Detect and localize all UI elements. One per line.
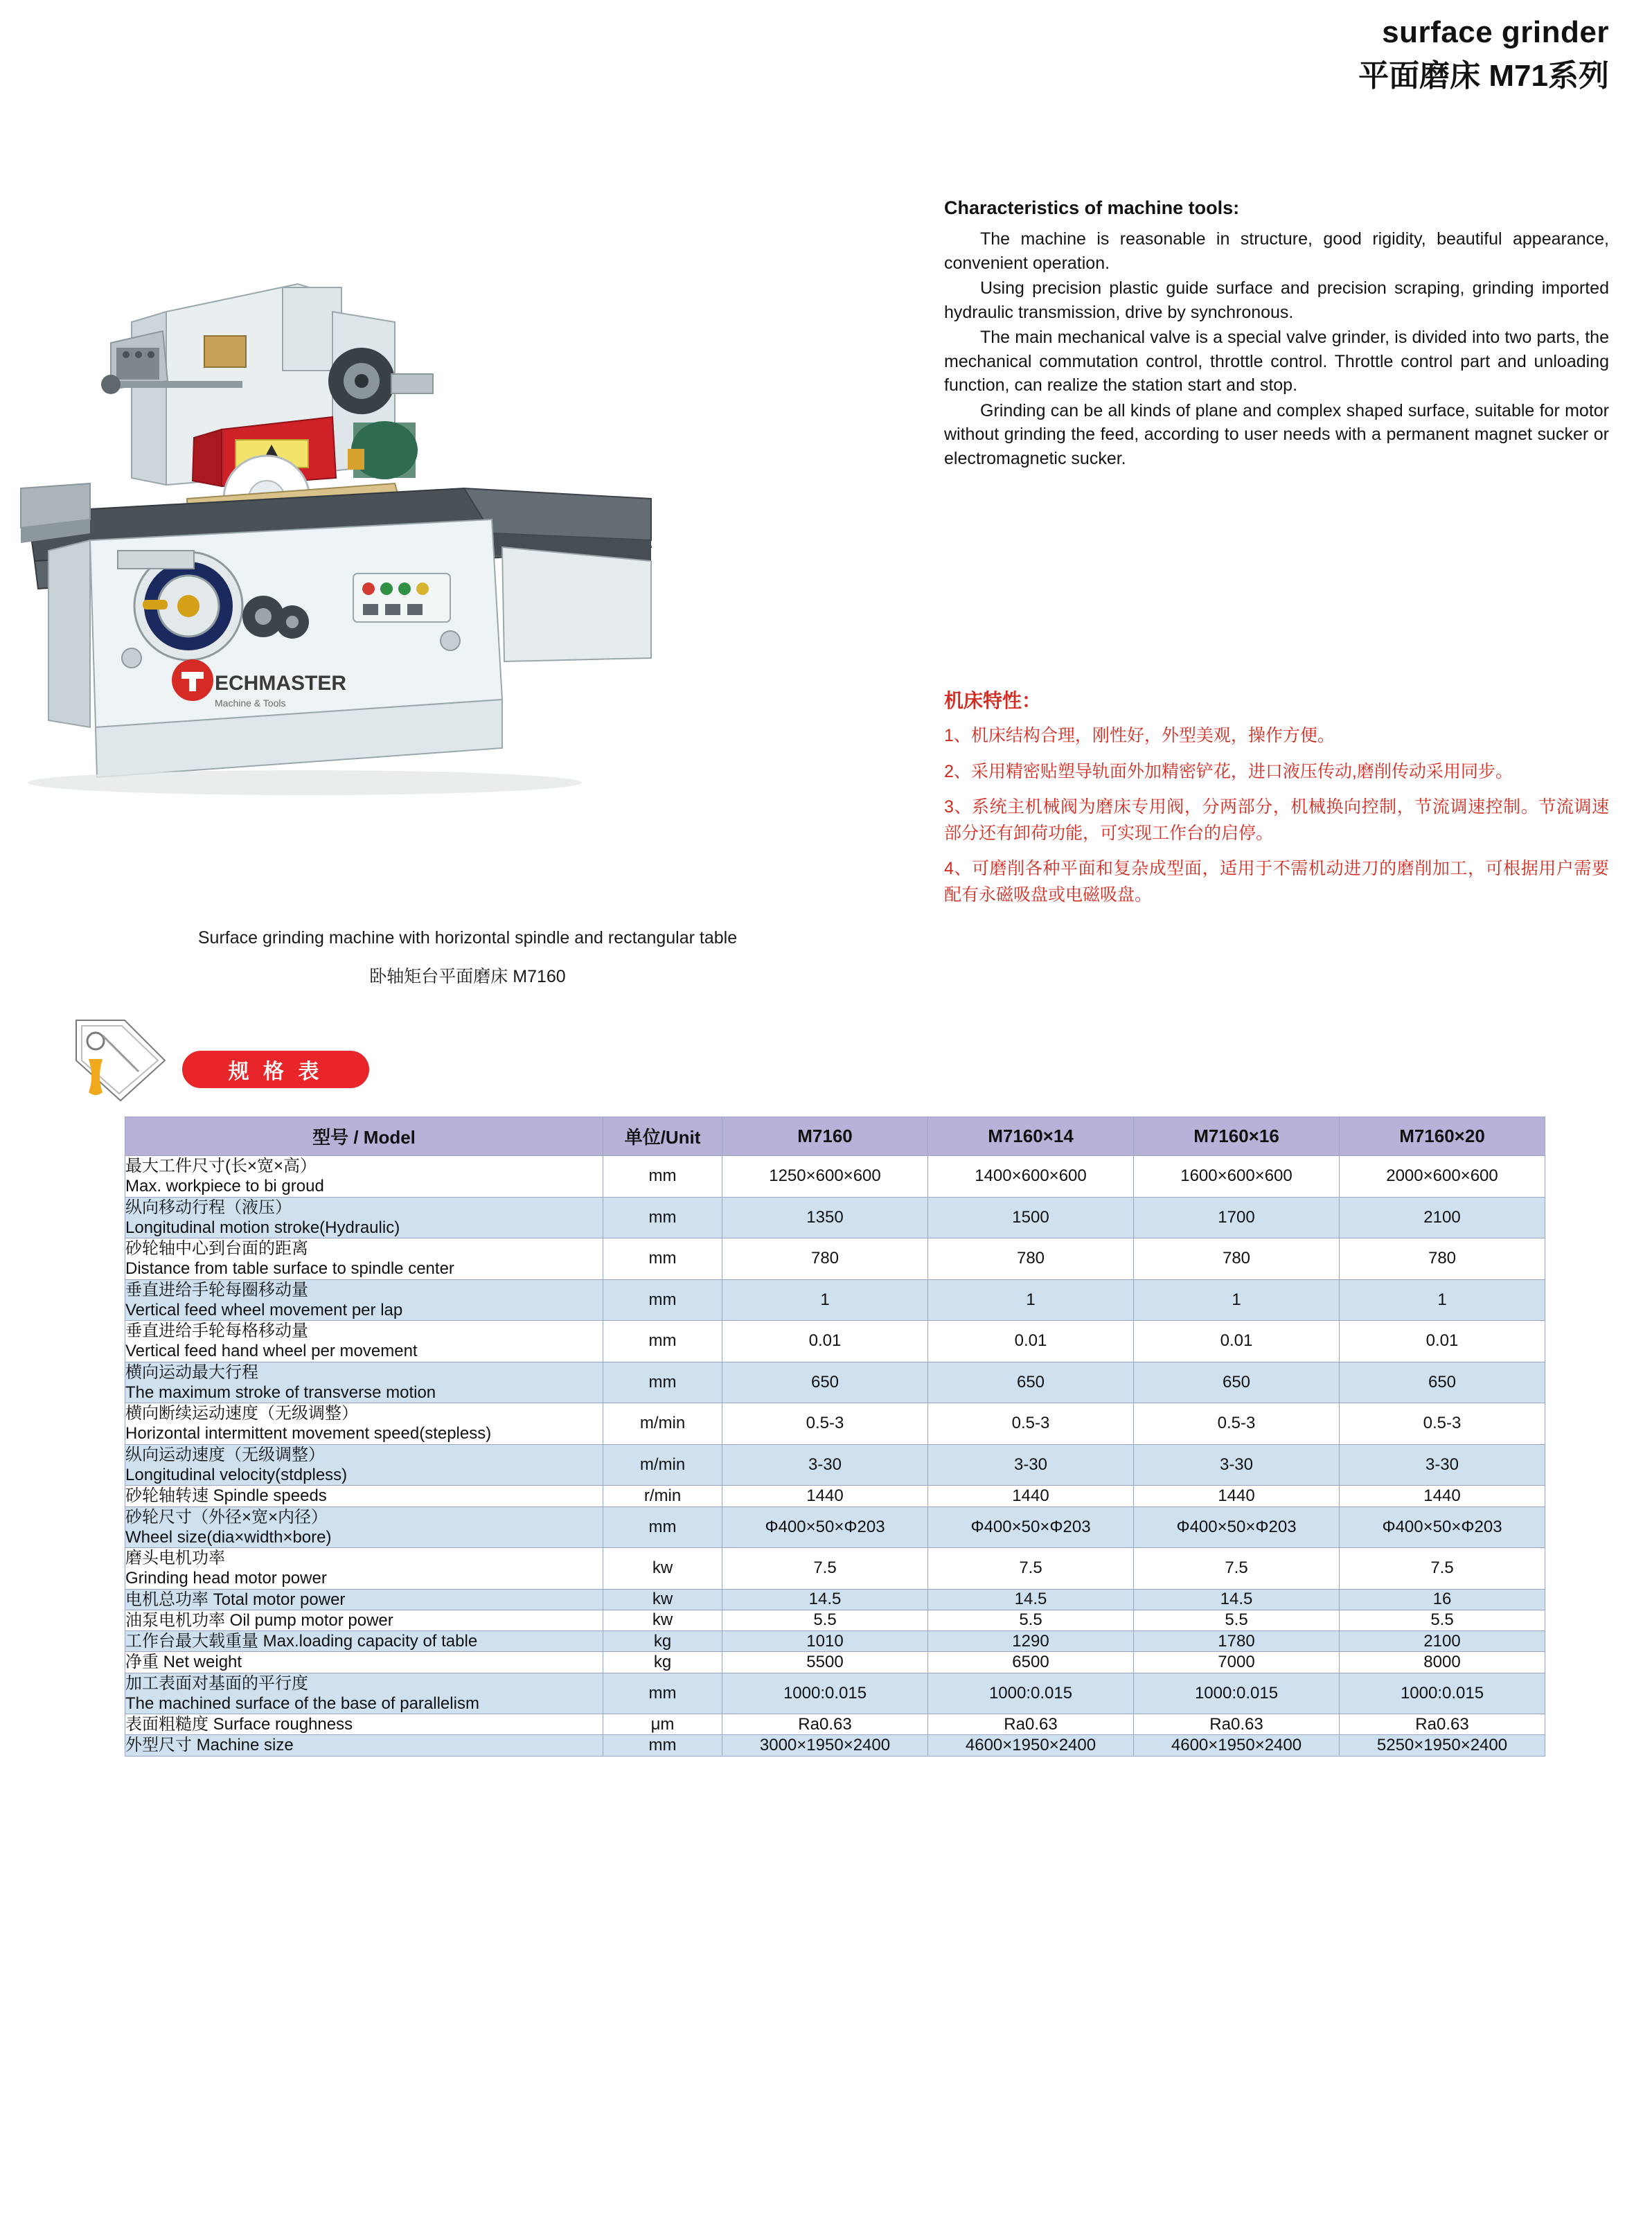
table-row <box>125 1548 1545 1590</box>
row-label: 净重 Net weight <box>125 1652 603 1673</box>
characteristics-title: Characteristics of machine tools: <box>944 197 1240 218</box>
characteristics-cn-item: 1、机床结构合理，刚性好，外型美观，操作方便。 <box>944 726 1335 745</box>
row-value: 650 <box>1134 1362 1340 1403</box>
row-value: 0.01 <box>928 1321 1134 1362</box>
row-unit: μm <box>603 1714 722 1735</box>
row-value: 4600×1950×2400 <box>1134 1735 1340 1756</box>
table-row <box>125 1589 1545 1610</box>
row-unit: kw <box>603 1548 722 1590</box>
machine-photo <box>7 173 928 887</box>
row-unit: kw <box>603 1589 722 1610</box>
th-unit: 单位/Unit <box>603 1117 722 1156</box>
row-value: 14.5 <box>928 1589 1134 1610</box>
page-title-en: surface grinder <box>1382 15 1609 49</box>
spec-table-container <box>125 1117 1545 1757</box>
th-m7160x16: M7160×16 <box>1134 1117 1340 1156</box>
row-value: 2100 <box>1340 1197 1545 1238</box>
table-row <box>125 1362 1545 1403</box>
row-value: 1000:0.015 <box>722 1673 928 1714</box>
row-value: 16 <box>1340 1589 1545 1610</box>
row-value: 3-30 <box>1134 1444 1340 1486</box>
row-label: 外型尺寸 Machine size <box>125 1735 603 1756</box>
row-unit: m/min <box>603 1444 722 1486</box>
th-m7160x20: M7160×20 <box>1340 1117 1545 1156</box>
row-value: 0.01 <box>722 1321 928 1362</box>
table-row <box>125 1321 1545 1362</box>
row-value: 5.5 <box>722 1610 928 1630</box>
row-value: 2000×600×600 <box>1340 1156 1545 1198</box>
row-value: 1 <box>1340 1279 1545 1321</box>
row-value: 1 <box>928 1279 1134 1321</box>
table-row <box>125 1156 1545 1198</box>
svg-text:ECHMASTER: ECHMASTER <box>215 672 347 695</box>
th-m7160x14: M7160×14 <box>928 1117 1134 1156</box>
row-label: 磨头电机功率 Grinding head motor power <box>125 1548 603 1590</box>
table-row <box>125 1403 1545 1445</box>
row-value: 3-30 <box>928 1444 1134 1486</box>
photo-caption-cn: 卧轴矩台平面磨床 M7160 <box>369 967 566 986</box>
row-label: 砂轮轴中心到台面的距离 Distance from table surface to spindle center <box>125 1238 603 1280</box>
row-value: 1440 <box>928 1486 1134 1506</box>
table-row <box>125 1238 1545 1280</box>
row-value: 5.5 <box>1134 1610 1340 1630</box>
row-label: 横向运动最大行程 The maximum stroke of transverse motion <box>125 1362 603 1403</box>
row-label: 砂轮轴转速 Spindle speeds <box>125 1486 603 1506</box>
row-value: 7.5 <box>928 1548 1134 1590</box>
table-row <box>125 1486 1545 1506</box>
page-header <box>0 0 1652 96</box>
table-body <box>125 1156 1545 1757</box>
row-unit: mm <box>603 1156 722 1198</box>
characteristics-cn-item: 4、可磨削各种平面和复杂成型面，适用于不需机动进刀的磨削加工，可根据用户需要配有永磁吸盘或电磁吸盘。 <box>944 859 1609 905</box>
th-m7160: M7160 <box>722 1117 928 1156</box>
row-value: 780 <box>722 1238 928 1280</box>
row-value: 14.5 <box>1134 1589 1340 1610</box>
machine-photo-block <box>7 173 928 986</box>
row-label: 纵向移动行程（液压） Longitudinal motion stroke(Hydraulic) <box>125 1197 603 1238</box>
table-row <box>125 1673 1545 1714</box>
table-row <box>125 1444 1545 1486</box>
characteristics-paragraph: The main mechanical valve is a special valve grinder, is divided into two parts, the mechanical commutation control, throttle control. Throttle control part and unloading function, can realize the station start and stop. <box>944 328 1609 395</box>
row-value: 650 <box>928 1362 1134 1403</box>
spec-table <box>125 1117 1545 1757</box>
row-value: 1000:0.015 <box>928 1673 1134 1714</box>
photo-caption-en: Surface grinding machine with horizontal spindle and rectangular table <box>197 928 738 948</box>
row-value: 14.5 <box>722 1589 928 1610</box>
row-value: 1700 <box>1134 1197 1340 1238</box>
row-unit: mm <box>603 1238 722 1280</box>
row-value: Ra0.63 <box>1340 1714 1545 1735</box>
table-row <box>125 1652 1545 1673</box>
row-value: 1600×600×600 <box>1134 1156 1340 1198</box>
row-value: 5500 <box>722 1652 928 1673</box>
row-label: 垂直进给手轮每圈移动量 Vertical feed wheel movement per lap <box>125 1279 603 1321</box>
row-value: 1250×600×600 <box>722 1156 928 1198</box>
characteristics-cn-item: 2、采用精密贴塑导轨面外加精密铲花，进口液压传动,磨削传动采用同步。 <box>944 761 1513 781</box>
table-row <box>125 1610 1545 1630</box>
characteristics-paragraph: Using precision plastic guide surface and precision scraping, grinding imported hydraulic transmission, drive by synchronous. <box>944 278 1609 322</box>
row-value: 6500 <box>928 1652 1134 1673</box>
row-unit: mm <box>603 1506 722 1548</box>
row-value: 5250×1950×2400 <box>1340 1735 1545 1756</box>
row-value: 1440 <box>722 1486 928 1506</box>
row-unit: mm <box>603 1362 722 1403</box>
table-row <box>125 1714 1545 1735</box>
row-value: Ra0.63 <box>722 1714 928 1735</box>
row-value: 1290 <box>928 1631 1134 1652</box>
spec-section-header <box>61 1015 546 1108</box>
tag-icon <box>61 1015 186 1108</box>
row-value: 3-30 <box>722 1444 928 1486</box>
row-value: 7.5 <box>1134 1548 1340 1590</box>
row-value: 780 <box>1340 1238 1545 1280</box>
characteristics-cn-block <box>944 686 1609 918</box>
row-value: 3000×1950×2400 <box>722 1735 928 1756</box>
spec-table-badge: 规 格 表 <box>182 1051 369 1088</box>
row-unit: r/min <box>603 1486 722 1506</box>
row-value: 0.5-3 <box>928 1403 1134 1445</box>
row-value: 7.5 <box>722 1548 928 1590</box>
row-value: 1010 <box>722 1631 928 1652</box>
row-value: 1440 <box>1134 1486 1340 1506</box>
row-value: 0.5-3 <box>722 1403 928 1445</box>
row-value: 1000:0.015 <box>1340 1673 1545 1714</box>
row-value: 0.01 <box>1340 1321 1545 1362</box>
row-value: Φ400×50×Φ203 <box>722 1506 928 1548</box>
row-value: 0.01 <box>1134 1321 1340 1362</box>
row-value: 8000 <box>1340 1652 1545 1673</box>
row-label: 最大工件尺寸(长×宽×高） Max. workpiece to bi groud <box>125 1156 603 1198</box>
row-unit: mm <box>603 1735 722 1756</box>
characteristics-cn-title: 机床特性： <box>944 690 1042 711</box>
row-value: 1350 <box>722 1197 928 1238</box>
row-label: 纵向运动速度（无级调整） Longitudinal velocity(stdpless) <box>125 1444 603 1486</box>
table-row <box>125 1279 1545 1321</box>
th-model: 型号 / Model <box>125 1117 603 1156</box>
row-value: 1 <box>722 1279 928 1321</box>
row-value: 650 <box>1340 1362 1545 1403</box>
table-row <box>125 1197 1545 1238</box>
table-header-row <box>125 1117 1545 1156</box>
row-value: 5.5 <box>928 1610 1134 1630</box>
row-value: Φ400×50×Φ203 <box>1134 1506 1340 1548</box>
row-value: 7000 <box>1134 1652 1340 1673</box>
row-value: 1780 <box>1134 1631 1340 1652</box>
row-value: 5.5 <box>1340 1610 1545 1630</box>
row-value: 650 <box>722 1362 928 1403</box>
row-label: 砂轮尺寸（外径×宽×内径） Wheel size(dia×width×bore) <box>125 1506 603 1548</box>
row-value: 1440 <box>1340 1486 1545 1506</box>
row-unit: m/min <box>603 1403 722 1445</box>
row-label: 加工表面对基面的平行度 The machined surface of the base of parallelism <box>125 1673 603 1714</box>
characteristics-block <box>944 197 1609 472</box>
row-label: 工作台最大载重量 Max.loading capacity of table <box>125 1631 603 1652</box>
row-value: 7.5 <box>1340 1548 1545 1590</box>
row-label: 电机总功率 Total motor power <box>125 1589 603 1610</box>
svg-text:Machine & Tools: Machine & Tools <box>215 697 286 709</box>
characteristics-paragraph: The machine is reasonable in structure, good rigidity, beautiful appearance, convenient operation. <box>944 229 1609 273</box>
row-value: Φ400×50×Φ203 <box>1340 1506 1545 1548</box>
row-unit: kg <box>603 1631 722 1652</box>
row-unit: mm <box>603 1197 722 1238</box>
row-value: 780 <box>1134 1238 1340 1280</box>
row-value: Ra0.63 <box>928 1714 1134 1735</box>
row-label: 油泵电机功率 Oil pump motor power <box>125 1610 603 1630</box>
row-value: 780 <box>928 1238 1134 1280</box>
row-value: 1400×600×600 <box>928 1156 1134 1198</box>
row-value: Φ400×50×Φ203 <box>928 1506 1134 1548</box>
row-value: 2100 <box>1340 1631 1545 1652</box>
characteristics-cn-item: 3、系统主机械阀为磨床专用阀，分两部分，机械换向控制，节流调速控制。节流调速部分还有卸荷功能，可实现工作台的启停。 <box>944 797 1609 843</box>
page-title-cn: 平面磨床 M71系列 <box>1358 58 1609 93</box>
row-unit: mm <box>603 1279 722 1321</box>
surface-grinder-illustration <box>7 173 928 887</box>
row-value: 4600×1950×2400 <box>928 1735 1134 1756</box>
row-value: 3-30 <box>1340 1444 1545 1486</box>
row-unit: mm <box>603 1673 722 1714</box>
row-value: Ra0.63 <box>1134 1714 1340 1735</box>
row-label: 横向断续运动速度（无级调整） Horizontal intermittent movement speed(stepless) <box>125 1403 603 1445</box>
characteristics-paragraph: Grinding can be all kinds of plane and complex shaped surface, suitable for motor without grinding the feed, according to user needs with a permanent magnet sucker or electromagnetic sucker. <box>944 400 1609 468</box>
row-unit: mm <box>603 1321 722 1362</box>
row-unit: kg <box>603 1652 722 1673</box>
row-unit: kw <box>603 1610 722 1630</box>
row-value: 1 <box>1134 1279 1340 1321</box>
row-value: 0.5-3 <box>1340 1403 1545 1445</box>
row-value: 0.5-3 <box>1134 1403 1340 1445</box>
table-row <box>125 1506 1545 1548</box>
row-value: 1500 <box>928 1197 1134 1238</box>
row-label: 垂直进给手轮每格移动量 Vertical feed hand wheel per movement <box>125 1321 603 1362</box>
row-value: 1000:0.015 <box>1134 1673 1340 1714</box>
table-row <box>125 1735 1545 1756</box>
table-row <box>125 1631 1545 1652</box>
row-label: 表面粗糙度 Surface roughness <box>125 1714 603 1735</box>
